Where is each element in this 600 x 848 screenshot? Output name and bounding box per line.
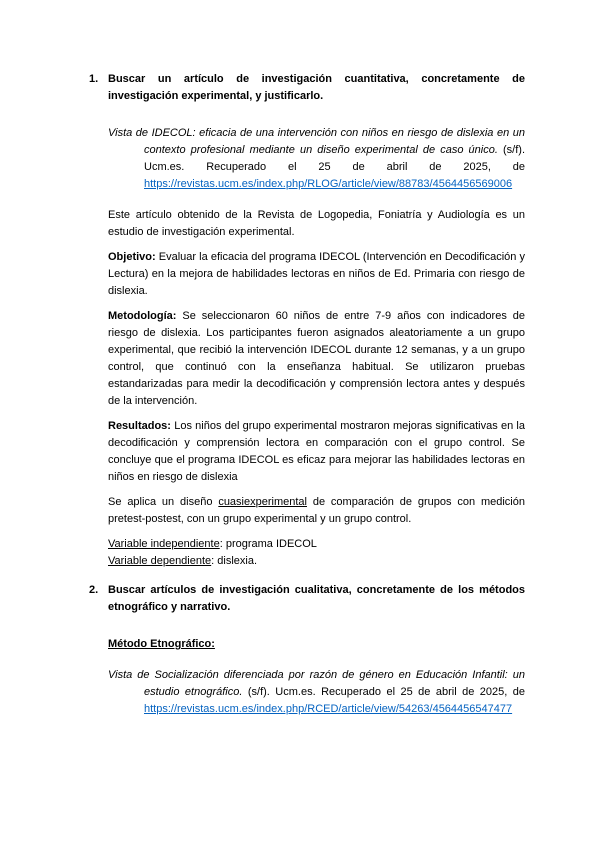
diseno-paragraph (108, 494, 525, 528)
variable-independiente (108, 536, 525, 553)
reference-2-source: (s/f). Ucm.es. Recuperado el 25 de abril de 2025, de (242, 686, 525, 698)
objetivo-label: Objetivo: (108, 251, 156, 263)
intro-paragraph: Este artículo obtenido de la Revista de Logopedia, Foniatría y Audiología es un estudio de investigación experimental. (108, 209, 525, 238)
question-2-number: 2. (89, 584, 99, 596)
variable-dependiente-value: : dislexia. (211, 555, 258, 567)
reference-1-title: Vista de IDECOL: eficacia de una intervención con niños en riesgo de dislexia en un contexto profesional mediante un diseño experimental de caso único. (108, 127, 525, 156)
resultados-label: Resultados: (108, 420, 171, 432)
metodologia-paragraph (108, 308, 525, 410)
question-1-number: 1. (89, 73, 99, 85)
variable-dependiente-label: Variable dependiente (108, 555, 212, 567)
question-2-text: Buscar artículos de investigación cualitativa, concretamente de los métodos etnográfico y narrativo. (108, 584, 525, 613)
variable-dependiente (108, 553, 525, 570)
reference-1-link[interactable]: https://revistas.ucm.es/index.php/RLOG/article/view/88783/4564456569006 (144, 178, 513, 190)
diseno-underlined: cuasiexperimental (218, 496, 307, 508)
resultados-paragraph (108, 418, 525, 486)
question-1 (89, 71, 525, 105)
objetivo-text: Evaluar la eficacia del programa IDECOL (Intervención en Decodificación y Lectura) en la mejora de habilidades lectoras en niños de Ed. Primaria con riesgo de dislexia. (108, 251, 525, 297)
question-1-text: Buscar un artículo de investigación cuantitativa, concretamente de investigación experimental, y justificarlo. (108, 73, 525, 102)
reference-1 (108, 125, 525, 193)
variable-independiente-label: Variable independiente (108, 538, 220, 550)
resultados-text: Los niños del grupo experimental mostraron mejoras significativas en la decodificación y comprensión lectora en comparación con el grupo control. Se concluye que el programa IDECOL es eficaz para mejorar las habilidades lectoras en niños en riesgo de dislexia (108, 420, 525, 483)
metodo-etnografico-heading: Método Etnográfico: (108, 638, 215, 650)
metodologia-label: Metodología: (108, 310, 177, 322)
reference-2 (108, 667, 525, 718)
objetivo-paragraph (108, 249, 525, 300)
reference-2-title: Vista de Socialización diferenciada por razón de género en Educación Infantil: un estudio etnográfico. (108, 669, 525, 698)
diseno-text-before: Se aplica un diseño (108, 496, 219, 508)
variable-independiente-value: : programa IDECOL (219, 538, 317, 550)
reference-2-link[interactable]: https://revistas.ucm.es/index.php/RCED/article/view/54263/4564456547477 (144, 703, 513, 715)
metodologia-text: Se seleccionaron 60 niños de entre 7-9 años con indicadores de riesgo de dislexia. Los participantes fueron asignados aleatoriamente a un grupo experimental, que recibió la intervención IDECOL durante 12 semanas, y a un grupo control, que continuó con la enseñanza habitual. Se utilizaron pruebas estandarizadas para medir la decodificación y comprensión lectora antes y después de la intervención. (108, 310, 525, 407)
reference-1-source: (s/f). Ucm.es. Recuperado el 25 de abril de 2025, de (144, 144, 526, 173)
diseno-text-after: de comparación de grupos con medición pretest-postest, con un grupo experimental y un grupo control. (108, 496, 525, 525)
question-2 (89, 582, 525, 616)
